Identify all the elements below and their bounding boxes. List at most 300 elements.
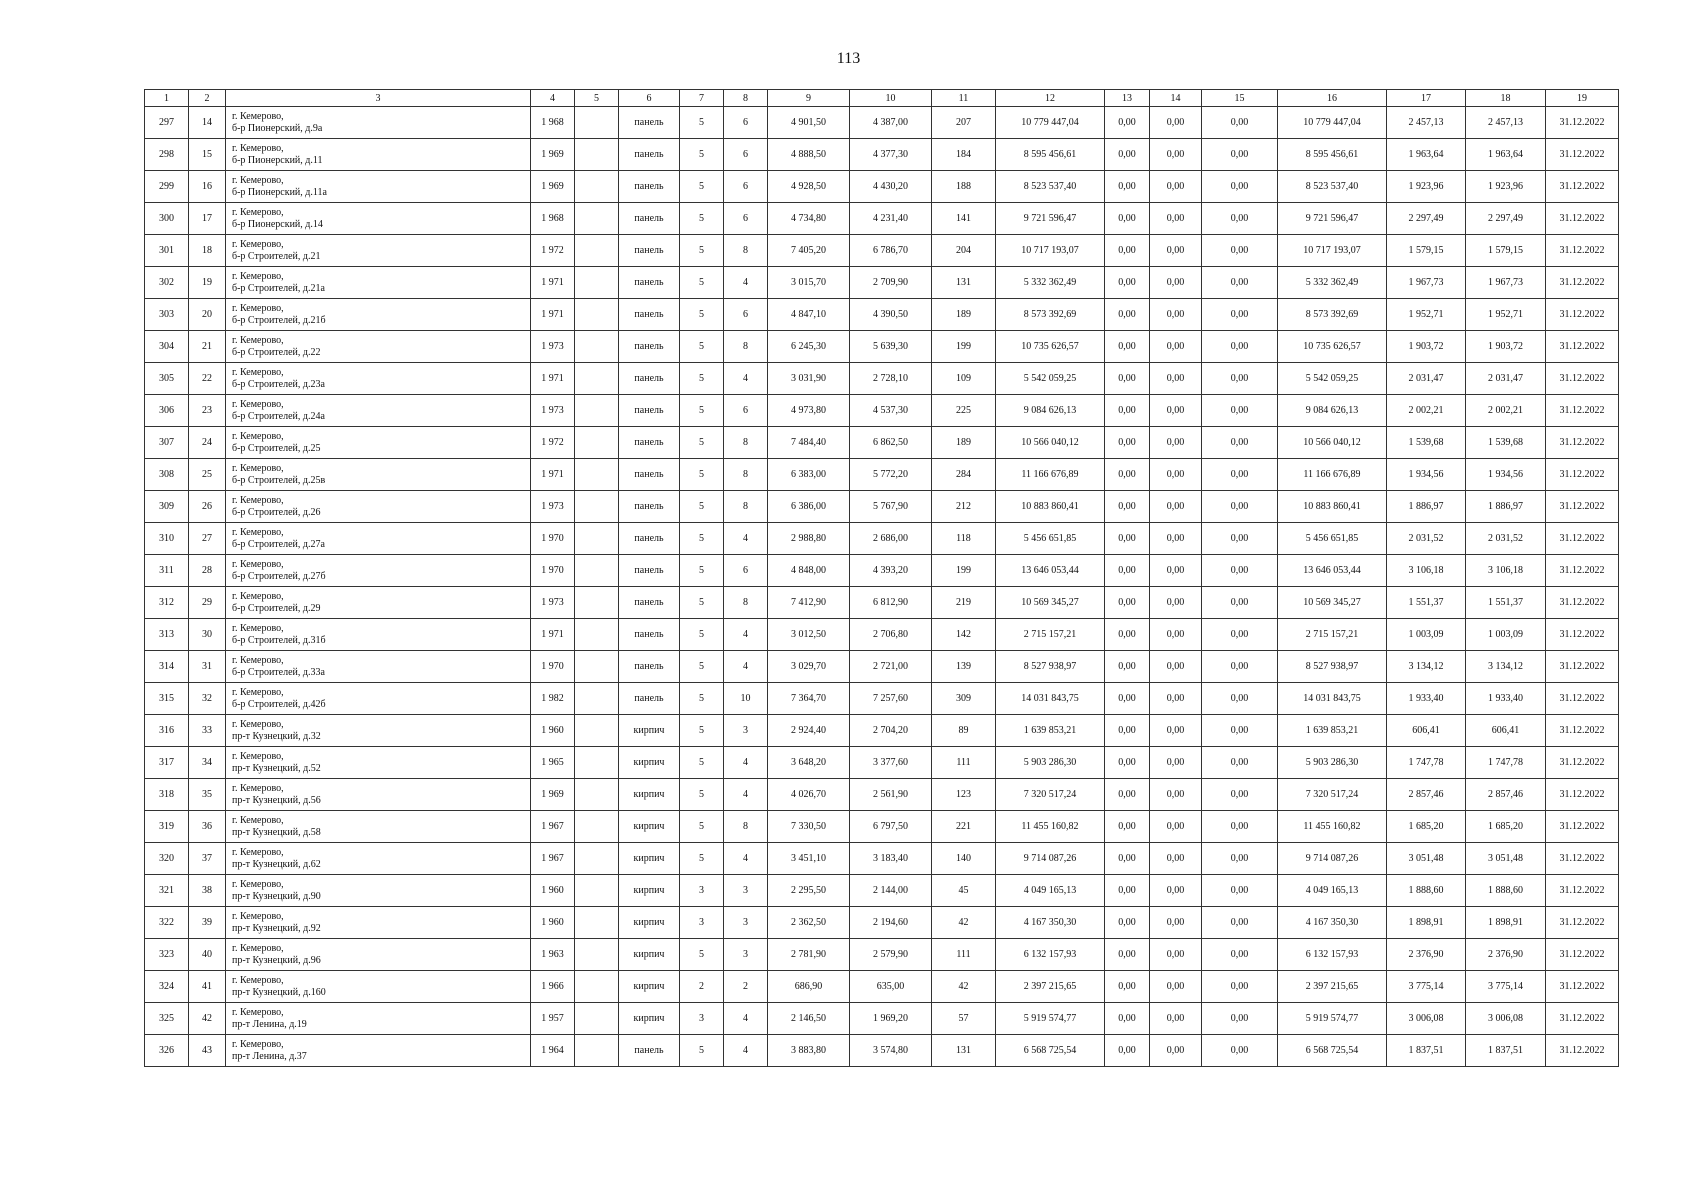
address-city: г. Кемерово,	[232, 558, 284, 570]
table-cell: 31	[189, 651, 226, 683]
table-cell: 306	[145, 395, 189, 427]
table-cell: 4 026,70	[768, 779, 850, 811]
table-cell	[575, 235, 619, 267]
table-cell: 3 134,12	[1466, 651, 1546, 683]
table-cell: 31.12.2022	[1546, 1035, 1619, 1067]
table-cell: 10 569 345,27	[1278, 587, 1387, 619]
table-cell: панель	[619, 523, 680, 555]
address-city: г. Кемерово,	[232, 206, 284, 218]
table-cell: 3 134,12	[1387, 651, 1466, 683]
table-cell	[575, 395, 619, 427]
table-cell	[575, 267, 619, 299]
table-cell: 0,00	[1105, 363, 1150, 395]
table-cell: 9 714 087,26	[996, 843, 1105, 875]
table-cell: 3 574,80	[850, 1035, 932, 1067]
table-cell	[575, 587, 619, 619]
address-cell	[226, 683, 531, 715]
table-cell: 0,00	[1150, 107, 1202, 139]
table-cell	[575, 107, 619, 139]
table-cell: панель	[619, 203, 680, 235]
table-cell: 5 767,90	[850, 491, 932, 523]
table-cell: 6	[724, 107, 768, 139]
table-cell: 6 862,50	[850, 427, 932, 459]
table-cell: 42	[932, 971, 996, 1003]
table-cell: 204	[932, 235, 996, 267]
column-header: 10	[850, 90, 932, 107]
table-cell: 131	[932, 267, 996, 299]
table-cell: 0,00	[1105, 939, 1150, 971]
address-cell	[226, 427, 531, 459]
address-street: б-р Строителей, д.42б	[232, 698, 326, 710]
address-city: г. Кемерово,	[232, 654, 284, 666]
table-cell: 0,00	[1202, 619, 1278, 651]
table-cell: панель	[619, 363, 680, 395]
address-street: пр-т Кузнецкий, д.52	[232, 762, 321, 774]
table-cell: 0,00	[1150, 811, 1202, 843]
table-cell: 0,00	[1202, 555, 1278, 587]
table-cell: 2 721,00	[850, 651, 932, 683]
table-cell: 8 573 392,69	[1278, 299, 1387, 331]
table-cell: 22	[189, 363, 226, 395]
column-header: 4	[531, 90, 575, 107]
table-cell: 1 898,91	[1466, 907, 1546, 939]
table-cell: 0,00	[1105, 299, 1150, 331]
table-cell: 3 051,48	[1466, 843, 1546, 875]
table-cell: 7 484,40	[768, 427, 850, 459]
table-cell: 11 455 160,82	[996, 811, 1105, 843]
address-cell	[226, 203, 531, 235]
table-cell: 5	[680, 427, 724, 459]
table-cell: 9 721 596,47	[1278, 203, 1387, 235]
table-cell: 323	[145, 939, 189, 971]
table-cell: 1 539,68	[1466, 427, 1546, 459]
table-cell: 3 183,40	[850, 843, 932, 875]
table-cell: 31.12.2022	[1546, 907, 1619, 939]
table-cell: 2 457,13	[1387, 107, 1466, 139]
table-cell: 1 970	[531, 651, 575, 683]
table-cell: панель	[619, 587, 680, 619]
table-cell: 0,00	[1150, 299, 1202, 331]
column-header: 6	[619, 90, 680, 107]
table-row	[145, 875, 1619, 907]
table-cell: кирпич	[619, 715, 680, 747]
table-cell: 0,00	[1105, 427, 1150, 459]
table-cell: 310	[145, 523, 189, 555]
address-street: б-р Пионерский, д.9а	[232, 122, 323, 134]
table-cell: 31.12.2022	[1546, 587, 1619, 619]
table-cell: 11 455 160,82	[1278, 811, 1387, 843]
table-cell: 309	[145, 491, 189, 523]
table-cell: 1 982	[531, 683, 575, 715]
table-cell: 2 002,21	[1387, 395, 1466, 427]
table-cell: 31.12.2022	[1546, 843, 1619, 875]
table-cell: 0,00	[1105, 331, 1150, 363]
table-cell: 33	[189, 715, 226, 747]
table-cell	[575, 203, 619, 235]
table-cell: 0,00	[1202, 843, 1278, 875]
table-cell: 4 049 165,13	[996, 875, 1105, 907]
table-cell	[575, 747, 619, 779]
table-cell: 14	[189, 107, 226, 139]
table-cell: 10 883 860,41	[1278, 491, 1387, 523]
table-cell: 284	[932, 459, 996, 491]
table-cell: 2 146,50	[768, 1003, 850, 1035]
table-cell: 1 933,40	[1466, 683, 1546, 715]
table-cell: 1 923,96	[1466, 171, 1546, 203]
address-cell	[226, 1003, 531, 1035]
table-cell	[575, 427, 619, 459]
address-street: б-р Строителей, д.26	[232, 506, 321, 518]
table-cell: 1 971	[531, 267, 575, 299]
address-city: г. Кемерово,	[232, 270, 284, 282]
table-cell: 31.12.2022	[1546, 875, 1619, 907]
table-cell: 109	[932, 363, 996, 395]
address-cell	[226, 331, 531, 363]
table-cell: 7 320 517,24	[1278, 779, 1387, 811]
address-cell	[226, 875, 531, 907]
address-cell	[226, 747, 531, 779]
table-cell: панель	[619, 619, 680, 651]
table-cell: 1 971	[531, 459, 575, 491]
table-cell: 0,00	[1150, 779, 1202, 811]
address-city: г. Кемерово,	[232, 430, 284, 442]
table-cell: 31.12.2022	[1546, 267, 1619, 299]
table-cell: 6	[724, 555, 768, 587]
table-cell: 189	[932, 299, 996, 331]
address-cell	[226, 843, 531, 875]
table-cell: 6 383,00	[768, 459, 850, 491]
table-cell: 1 747,78	[1466, 747, 1546, 779]
table-cell: 0,00	[1105, 171, 1150, 203]
table-cell: 1 969	[531, 139, 575, 171]
table-cell: 0,00	[1202, 363, 1278, 395]
table-cell: 3	[724, 715, 768, 747]
column-header: 3	[226, 90, 531, 107]
table-cell: 1 967	[531, 843, 575, 875]
table-cell: 36	[189, 811, 226, 843]
table-cell: 142	[932, 619, 996, 651]
table-cell: панель	[619, 491, 680, 523]
table-cell: 307	[145, 427, 189, 459]
table-cell: кирпич	[619, 971, 680, 1003]
address-cell	[226, 619, 531, 651]
table-cell: 0,00	[1150, 747, 1202, 779]
table-cell: панель	[619, 107, 680, 139]
table-cell: 1 960	[531, 715, 575, 747]
table-cell: 1 969	[531, 171, 575, 203]
table-cell: 1 971	[531, 299, 575, 331]
table-cell: 1 747,78	[1387, 747, 1466, 779]
table-cell: 5	[680, 651, 724, 683]
table-cell: 319	[145, 811, 189, 843]
table-cell: 4 848,00	[768, 555, 850, 587]
table-cell: 2 709,90	[850, 267, 932, 299]
table-cell: 0,00	[1202, 651, 1278, 683]
address-street: б-р Строителей, д.29	[232, 602, 321, 614]
address-cell	[226, 715, 531, 747]
table-cell: 6 132 157,93	[1278, 939, 1387, 971]
table-cell: 8	[724, 587, 768, 619]
table-cell: 606,41	[1387, 715, 1466, 747]
table-cell: 9 721 596,47	[996, 203, 1105, 235]
table-cell: 31.12.2022	[1546, 427, 1619, 459]
column-header: 12	[996, 90, 1105, 107]
table-cell: 0,00	[1150, 587, 1202, 619]
table-cell	[575, 811, 619, 843]
table-cell: 1 685,20	[1387, 811, 1466, 843]
table-cell: 225	[932, 395, 996, 427]
table-cell: 325	[145, 1003, 189, 1035]
table-cell: 31.12.2022	[1546, 491, 1619, 523]
address-city: г. Кемерово,	[232, 942, 284, 954]
table-cell: 0,00	[1202, 811, 1278, 843]
table-row	[145, 939, 1619, 971]
table-cell: 13 646 053,44	[996, 555, 1105, 587]
table-cell: 28	[189, 555, 226, 587]
table-cell: 1 972	[531, 427, 575, 459]
table-cell: 8 595 456,61	[996, 139, 1105, 171]
table-cell: 3 031,90	[768, 363, 850, 395]
table-cell	[575, 363, 619, 395]
table-row	[145, 1035, 1619, 1067]
table-cell: 0,00	[1150, 907, 1202, 939]
table-cell	[575, 779, 619, 811]
table-cell: 5	[680, 619, 724, 651]
table-cell: 0,00	[1150, 683, 1202, 715]
table-cell: 0,00	[1202, 395, 1278, 427]
table-cell: 1 971	[531, 619, 575, 651]
address-street: б-р Пионерский, д.11а	[232, 186, 327, 198]
table-cell: 1 886,97	[1466, 491, 1546, 523]
table-cell: 38	[189, 875, 226, 907]
table-cell: 0,00	[1202, 683, 1278, 715]
table-cell: 0,00	[1202, 971, 1278, 1003]
table-cell: 111	[932, 747, 996, 779]
table-cell: 1 888,60	[1387, 875, 1466, 907]
column-header: 16	[1278, 90, 1387, 107]
address-city: г. Кемерово,	[232, 974, 284, 986]
table-cell: 189	[932, 427, 996, 459]
table-cell: 10 779 447,04	[1278, 107, 1387, 139]
table-cell: 5 542 059,25	[1278, 363, 1387, 395]
table-cell: 4 537,30	[850, 395, 932, 427]
table-cell: 2 715 157,21	[996, 619, 1105, 651]
table-cell: 1 003,09	[1387, 619, 1466, 651]
table-cell: 315	[145, 683, 189, 715]
table-cell: 308	[145, 459, 189, 491]
table-cell: 5	[680, 587, 724, 619]
table-cell: 31.12.2022	[1546, 779, 1619, 811]
table-cell: 4	[724, 651, 768, 683]
table-cell: 6 386,00	[768, 491, 850, 523]
table-cell: 212	[932, 491, 996, 523]
address-street: пр-т Кузнецкий, д.32	[232, 730, 321, 742]
table-cell: 31.12.2022	[1546, 363, 1619, 395]
table-cell: 1 886,97	[1387, 491, 1466, 523]
address-street: б-р Строителей, д.27б	[232, 570, 326, 582]
address-city: г. Кемерово,	[232, 110, 284, 122]
table-cell: 2 781,90	[768, 939, 850, 971]
table-cell: 2 297,49	[1387, 203, 1466, 235]
address-cell	[226, 1035, 531, 1067]
table-cell: 14 031 843,75	[996, 683, 1105, 715]
table-cell: 5 542 059,25	[996, 363, 1105, 395]
table-cell: 0,00	[1202, 747, 1278, 779]
address-street: пр-т Ленина, д.37	[232, 1050, 307, 1062]
table-row	[145, 171, 1619, 203]
table-cell: 0,00	[1150, 715, 1202, 747]
table-row	[145, 523, 1619, 555]
table-cell: 0,00	[1150, 971, 1202, 1003]
table-cell: 0,00	[1202, 267, 1278, 299]
address-city: г. Кемерово,	[232, 782, 284, 794]
table-row	[145, 299, 1619, 331]
table-cell: 31.12.2022	[1546, 299, 1619, 331]
table-row	[145, 619, 1619, 651]
table-cell: 8	[724, 459, 768, 491]
table-cell: 4 973,80	[768, 395, 850, 427]
table-cell: 5	[680, 459, 724, 491]
table-cell: 3 029,70	[768, 651, 850, 683]
table-cell: 31.12.2022	[1546, 619, 1619, 651]
table-header-row	[145, 90, 1619, 107]
table-cell: 1 551,37	[1387, 587, 1466, 619]
table-cell: 0,00	[1105, 107, 1150, 139]
address-cell	[226, 459, 531, 491]
table-cell: 34	[189, 747, 226, 779]
table-cell: кирпич	[619, 907, 680, 939]
table-row	[145, 1003, 1619, 1035]
table-cell	[575, 939, 619, 971]
table-cell: 2 144,00	[850, 875, 932, 907]
table-cell: 221	[932, 811, 996, 843]
table-cell: 37	[189, 843, 226, 875]
table-cell: 31.12.2022	[1546, 683, 1619, 715]
table-cell: 1 969,20	[850, 1003, 932, 1035]
table-cell: 8 527 938,97	[1278, 651, 1387, 683]
table-cell: 6	[724, 299, 768, 331]
table-cell: 0,00	[1105, 907, 1150, 939]
table-cell: 2 686,00	[850, 523, 932, 555]
table-cell: 4 049 165,13	[1278, 875, 1387, 907]
table-cell: 199	[932, 555, 996, 587]
table-cell: 0,00	[1105, 683, 1150, 715]
table-row	[145, 651, 1619, 683]
table-cell	[575, 171, 619, 203]
table-cell: 606,41	[1466, 715, 1546, 747]
table-cell: 0,00	[1202, 331, 1278, 363]
table-cell: 2 397 215,65	[996, 971, 1105, 1003]
table-cell: 31.12.2022	[1546, 971, 1619, 1003]
table-cell: 2	[680, 971, 724, 1003]
table-cell: 3 775,14	[1387, 971, 1466, 1003]
table-cell: 31.12.2022	[1546, 235, 1619, 267]
table-cell: 0,00	[1105, 459, 1150, 491]
table-row	[145, 203, 1619, 235]
table-cell: 31.12.2022	[1546, 555, 1619, 587]
table-cell: 9 084 626,13	[996, 395, 1105, 427]
table-cell: 1 970	[531, 555, 575, 587]
column-header: 11	[932, 90, 996, 107]
address-city: г. Кемерово,	[232, 590, 284, 602]
table-cell: 6 132 157,93	[996, 939, 1105, 971]
table-cell: 0,00	[1105, 651, 1150, 683]
table-cell: 0,00	[1202, 587, 1278, 619]
table-cell: 26	[189, 491, 226, 523]
table-cell: 199	[932, 331, 996, 363]
table-cell: 2 376,90	[1466, 939, 1546, 971]
table-cell: 635,00	[850, 971, 932, 1003]
table-cell: 31.12.2022	[1546, 1003, 1619, 1035]
table-cell: 1 973	[531, 587, 575, 619]
table-cell: 14 031 843,75	[1278, 683, 1387, 715]
table-cell: 4 393,20	[850, 555, 932, 587]
address-cell	[226, 395, 531, 427]
table-cell: 7 330,50	[768, 811, 850, 843]
table-cell: 10 717 193,07	[996, 235, 1105, 267]
address-city: г. Кемерово,	[232, 526, 284, 538]
table-cell: 686,90	[768, 971, 850, 1003]
table-row	[145, 491, 1619, 523]
table-cell: 0,00	[1202, 1003, 1278, 1035]
address-street: б-р Строителей, д.23а	[232, 378, 325, 390]
table-cell: 11 166 676,89	[996, 459, 1105, 491]
address-city: г. Кемерово,	[232, 366, 284, 378]
table-cell: 6	[724, 395, 768, 427]
table-cell: 2 397 215,65	[1278, 971, 1387, 1003]
table-cell: 0,00	[1105, 715, 1150, 747]
table-cell: 2 715 157,21	[1278, 619, 1387, 651]
table-cell: 1 888,60	[1466, 875, 1546, 907]
table-cell: 1 933,40	[1387, 683, 1466, 715]
address-cell	[226, 171, 531, 203]
table-cell: 0,00	[1150, 203, 1202, 235]
address-city: г. Кемерово,	[232, 686, 284, 698]
table-cell: 2 924,40	[768, 715, 850, 747]
address-cell	[226, 779, 531, 811]
table-cell: 31.12.2022	[1546, 331, 1619, 363]
table-cell: 10	[724, 683, 768, 715]
address-street: б-р Строителей, д.24а	[232, 410, 325, 422]
address-street: б-р Строителей, д.21	[232, 250, 321, 262]
column-header: 1	[145, 90, 189, 107]
table-cell: 5 332 362,49	[996, 267, 1105, 299]
table-cell: 0,00	[1202, 427, 1278, 459]
table-cell: 301	[145, 235, 189, 267]
table-cell: 4 231,40	[850, 203, 932, 235]
table-cell: 5	[680, 139, 724, 171]
table-cell: 0,00	[1150, 619, 1202, 651]
table-cell: 21	[189, 331, 226, 363]
table-cell: 8 573 392,69	[996, 299, 1105, 331]
table-cell: 5	[680, 363, 724, 395]
table-cell: 0,00	[1150, 523, 1202, 555]
address-street: пр-т Кузнецкий, д.90	[232, 890, 321, 902]
table-cell: 1 969	[531, 779, 575, 811]
table-cell: 4 734,80	[768, 203, 850, 235]
table-cell: 57	[932, 1003, 996, 1035]
table-cell: 0,00	[1202, 939, 1278, 971]
table-cell: 0,00	[1150, 171, 1202, 203]
address-street: б-р Строителей, д.21б	[232, 314, 326, 326]
table-cell: 0,00	[1150, 939, 1202, 971]
table-cell: 4 888,50	[768, 139, 850, 171]
table-cell: кирпич	[619, 939, 680, 971]
table-cell: 1 837,51	[1387, 1035, 1466, 1067]
table-cell: 0,00	[1105, 1003, 1150, 1035]
table-cell: 4	[724, 1035, 768, 1067]
table-cell: 2 295,50	[768, 875, 850, 907]
